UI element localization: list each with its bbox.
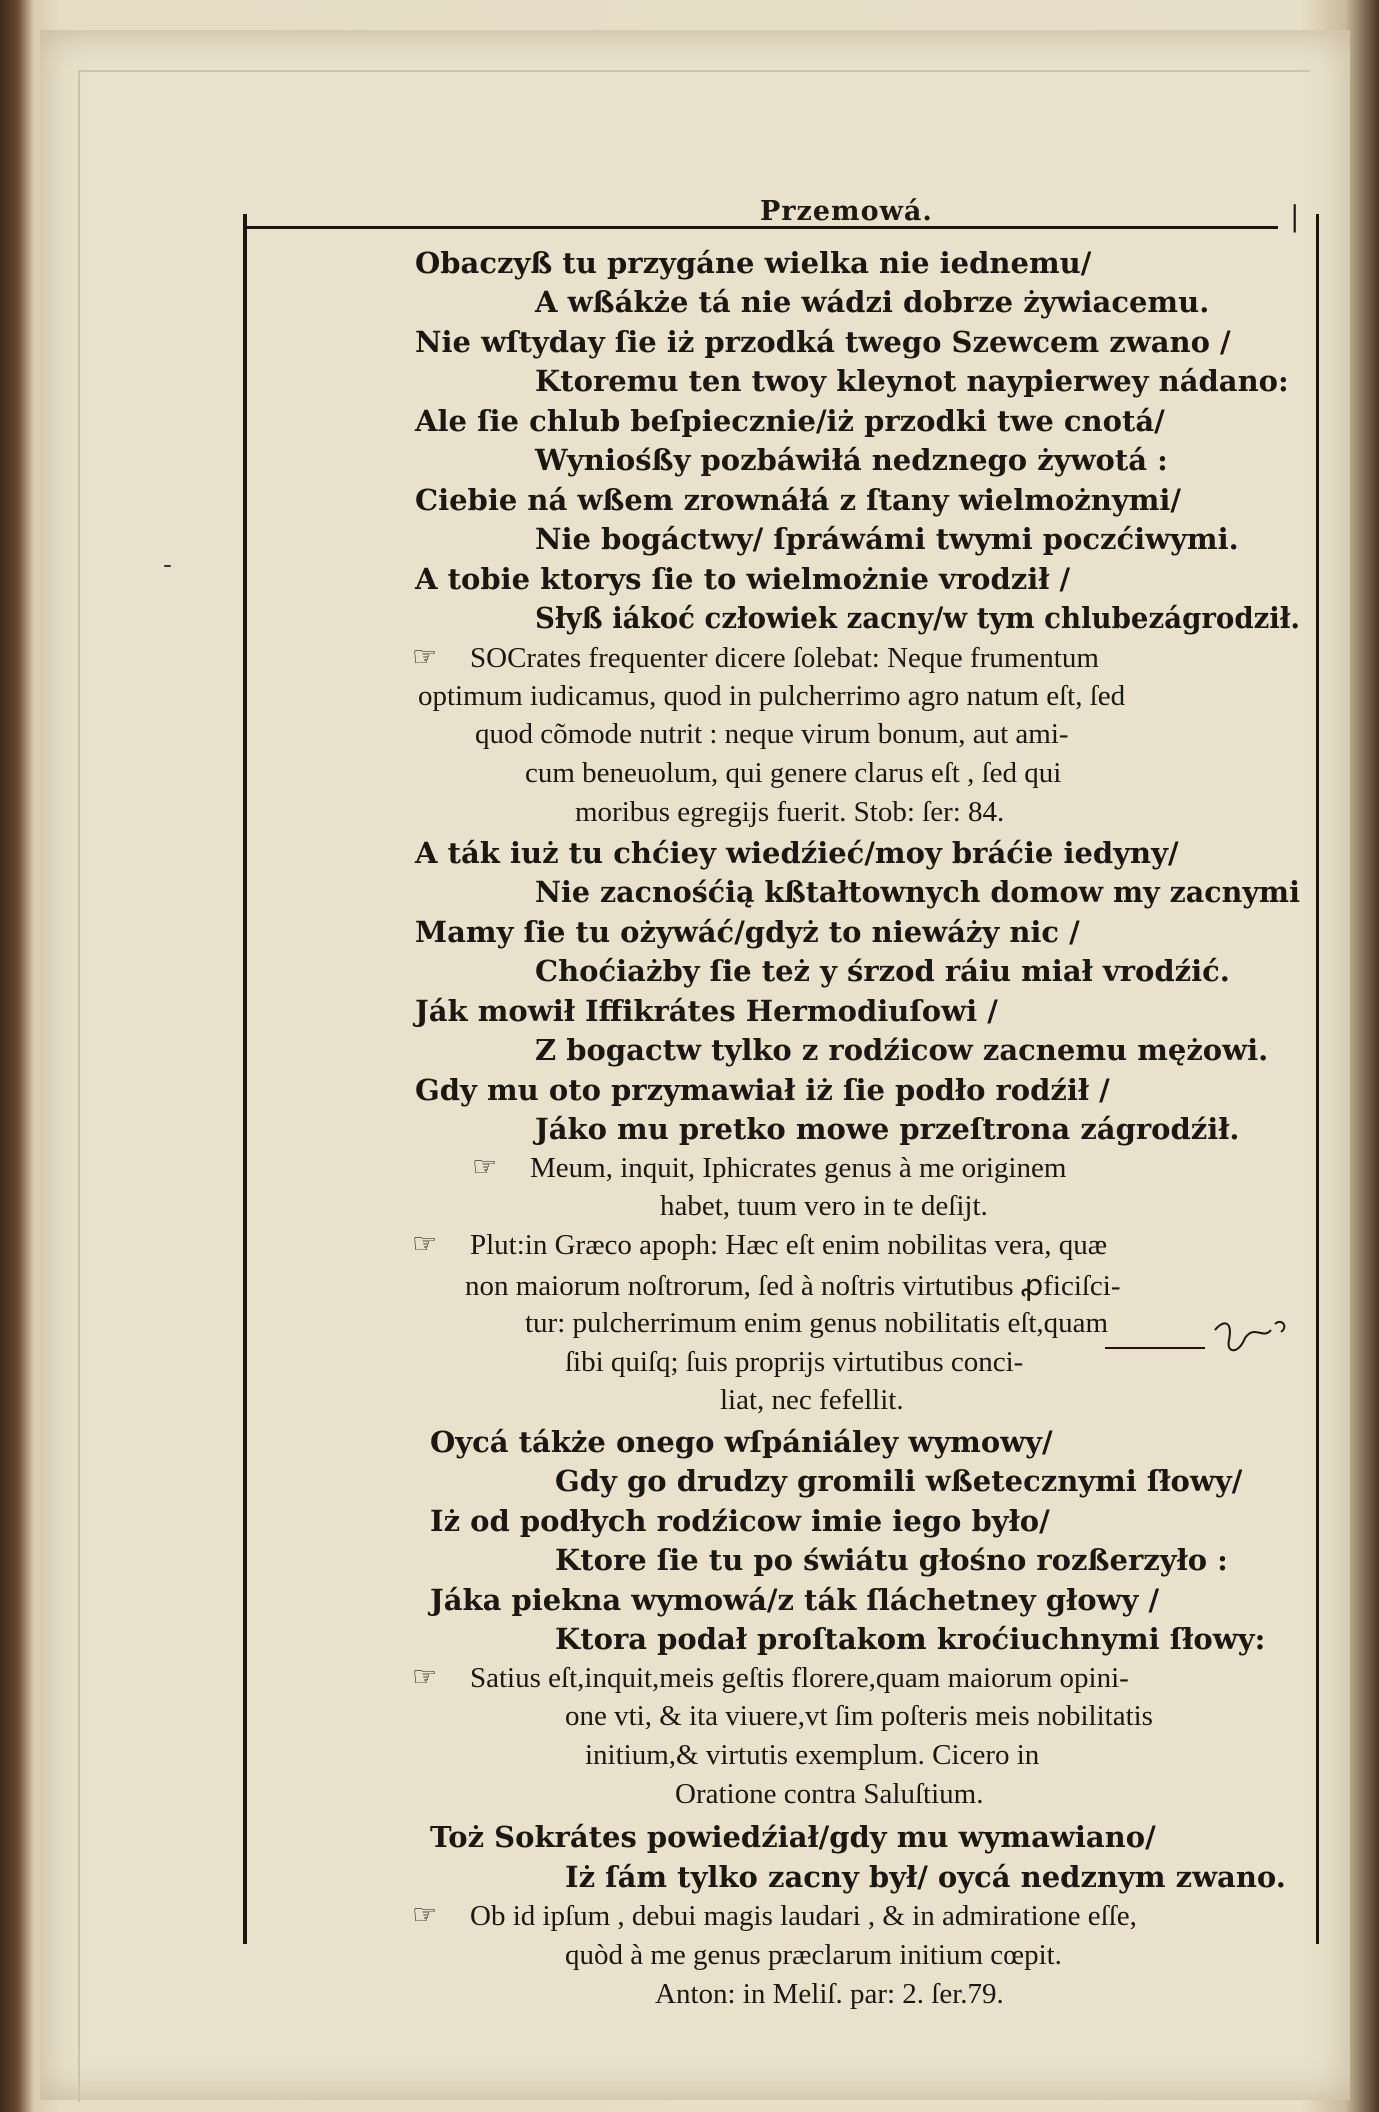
latin-quote-line: moribus egregijs fuerit. Stob: ſer: 84. [575, 796, 1005, 828]
latin-quote-line: quod cõmode nutrit : neque virum bonum, aut ami- [475, 718, 1069, 750]
latin-quote-line: habet, tuum vero in te deſijt. [660, 1190, 988, 1222]
latin-quote-line: Plut:in Græco apoph: Hæc eſt enim nobilitas vera, quæ [470, 1229, 1108, 1261]
verse-line: Ktore ſie tu po świátu głośno rozßerzyło : [555, 1543, 1228, 1577]
verse-line: Słyß iákoć człowiek zacny/w tym chlubezágrodził. [535, 601, 1301, 635]
latin-quote-line: initium,& virtutis exemplum. Cicero in [585, 1739, 1040, 1771]
verse-line: A wßákże tá nie wádzi dobrze żywiacemu. [535, 285, 1210, 319]
pointing-hand-icon: ☞ [412, 1227, 438, 1260]
latin-quote-line: optimum iudicamus, quod in pulcherrimo agro natum eſt, ſed [418, 680, 1126, 712]
verse-line: Toż Sokrátes powiedźiał/gdy mu wymawiano/ [430, 1820, 1156, 1854]
verse-line: A tobie ktorys ſie to wielmożnie vrodził / [415, 562, 1071, 596]
verse-line: Ják mowił Iffikrátes Hermodiuſowi / [415, 994, 998, 1028]
corner-mark: | [1290, 200, 1300, 233]
verse-line: Obaczyß tu przygáne wielka nie iednemu/ [415, 246, 1092, 280]
verse-line: Nie zacnośćią kßtałtownych domow my zacnymi [535, 875, 1300, 909]
verse-line: Oycá tákże onego wſpániáley wymowy/ [430, 1425, 1053, 1459]
verse-line: Mamy ſie tu ożywáć/gdyż to niewáży nic / [415, 915, 1080, 949]
verse-line: Ktoremu ten twoy kleynot naypierwey nádano: [535, 364, 1289, 398]
pointing-hand-icon: ☞ [412, 640, 438, 673]
verse-line: A ták iuż tu chćiey wiedźieć/moy bráćie iedyny/ [415, 836, 1179, 870]
latin-quote-line: Oratione contra Saluſtium. [675, 1778, 984, 1810]
verse-line: Ciebie ná wßem zrownáłá z ſtany wielmożnymi/ [415, 483, 1181, 517]
verse-line: Gdy go drudzy gromili wßetecznymi ſłowy/ [555, 1464, 1243, 1498]
verse-line: Ale ſie chlub beſpiecznie/iż przodki twe cnotá/ [415, 404, 1165, 438]
latin-quote-line: one vti, & ita viuere,vt ſim poſteris meis nobilitatis [565, 1700, 1153, 1732]
verse-line: Nie bogáctwy/ ſpráwámi twymi poczćiwymi. [535, 522, 1239, 556]
verse-line: Nie wſtyday ſie iż przodká twego Szewcem zwano / [415, 325, 1231, 359]
verse-line: Z bogactw tylko z rodźicow zacnemu mężowi. [535, 1033, 1269, 1067]
latin-quote-line: liat, nec fefellit. [720, 1384, 904, 1416]
running-title: Przemowá. [760, 196, 933, 227]
latin-quote-line: Anton: in Meliſ. par: 2. ſer.79. [655, 1978, 1004, 2010]
verse-line: Iż ſám tylko zacny był/ oycá nedznym zwano. [565, 1860, 1286, 1894]
verse-line: Jáko mu pretko mowe przeſtrona zágrodźił. [535, 1112, 1240, 1146]
verse-line: Wyniośßy pozbáwiłá nedznego żywotá : [535, 443, 1168, 477]
latin-quote-line: SOCrates frequenter dicere ſolebat: Neque frumentum [470, 642, 1099, 674]
latin-quote-line: ſibi quiſq; ſuis proprijs virtutibus conci- [565, 1346, 1024, 1378]
latin-quote-line: Meum, inquit, Iphicrates genus à me originem [530, 1152, 1067, 1184]
verse-line: Ktora podał proſtakom kroćiuchnymi ſłowy: [555, 1622, 1266, 1656]
latin-quote-line: non maiorum noſtrorum, ſed à noſtris virtutibus ꝓficiſci- [465, 1270, 1121, 1302]
latin-quote-line: quòd à me genus præclarum initium cœpit. [565, 1939, 1062, 1971]
pointing-hand-icon: ☞ [472, 1150, 498, 1183]
margin-dash: - [163, 550, 172, 580]
verse-line: Iż od podłych rodźicow imie iego było/ [430, 1504, 1050, 1538]
latin-quote-line: tur: pulcherrimum enim genus nobilitatis eſt,quam [525, 1307, 1109, 1339]
verse-line: Choćiażby ſie też y śrzod ráiu miał vrodźić. [535, 954, 1230, 988]
verse-line: Gdy mu oto przymawiał iż ſie podło rodźił / [415, 1073, 1110, 1107]
latin-quote-line: Satius eſt,inquit,meis geſtis florere,quam maiorum opini- [470, 1662, 1129, 1694]
pointing-hand-icon: ☞ [412, 1898, 438, 1931]
verse-line: Jáka piekna wymowá/z ták ſláchetney głowy / [430, 1583, 1160, 1617]
latin-quote-line: cum beneuolum, qui genere clarus eſt , ſed qui [525, 757, 1062, 789]
pointing-hand-icon: ☞ [412, 1660, 438, 1693]
latin-quote-line: Ob id ipſum , debui magis laudari , & in admiratione eſſe, [470, 1900, 1137, 1932]
